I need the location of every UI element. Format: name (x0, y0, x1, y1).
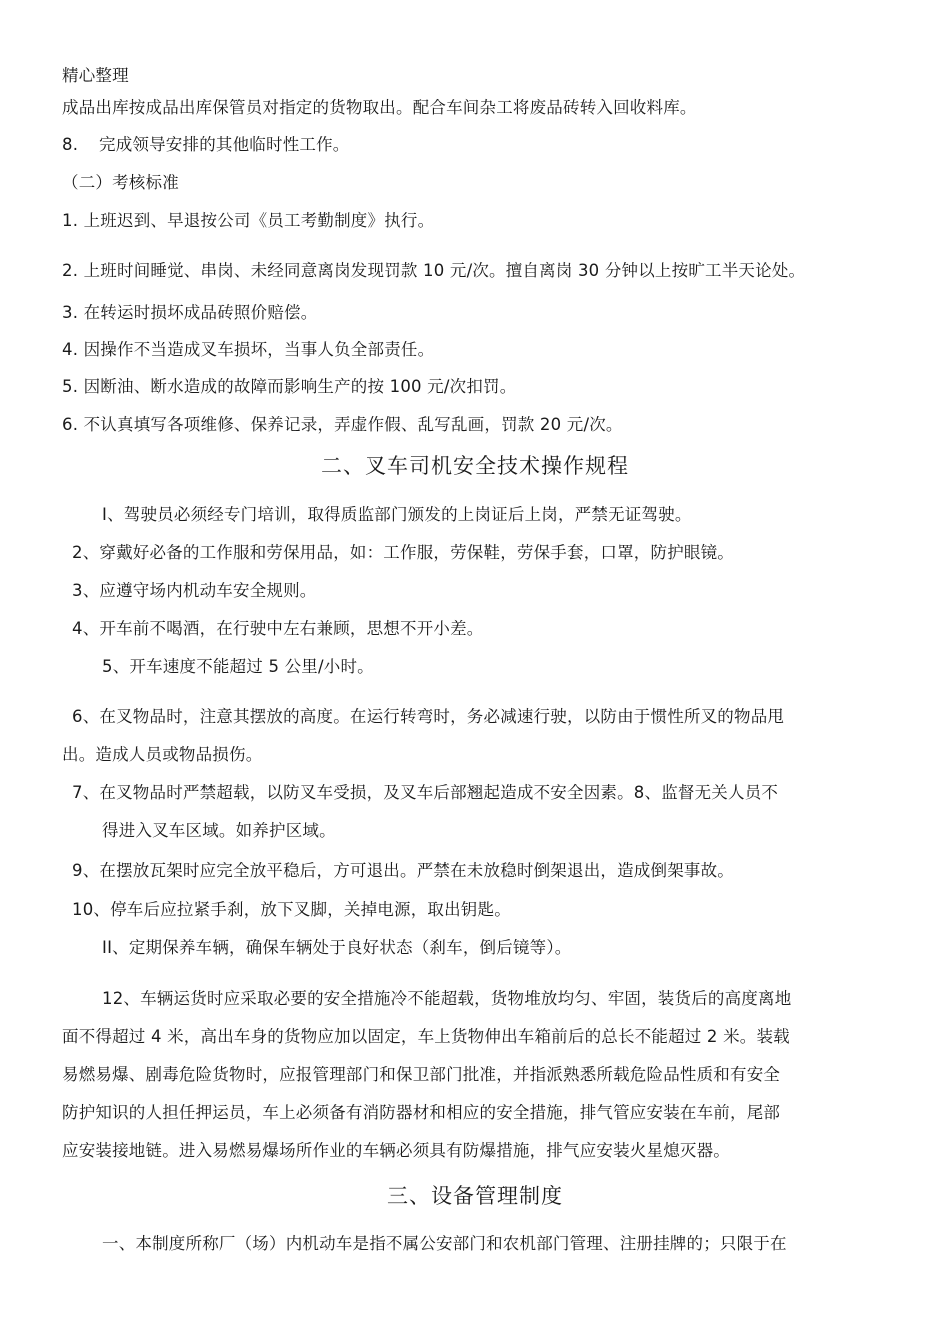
item-8-number: 8. (62, 135, 79, 154)
criteria-item: 5. 因断油、断水造成的故障而影响生产的按 100 元/次扣罚。 (62, 377, 517, 396)
rule-line: 3、应遵守场内机动车安全规则。 (72, 581, 317, 600)
criteria-item: 1. 上班迟到、早退按公司《员工考勤制度》执行。 (62, 211, 435, 230)
section-3-title: 三、设备管理制度 (387, 1184, 563, 1208)
criteria-item: 2. 上班时间睡觉、串岗、未经同意离岗发现罚款 10 元/次。擅自离岗 30 分钟以上按旷工半天论处。 (62, 261, 806, 280)
header-note: 精心整理 (62, 66, 129, 85)
rule-line: 面不得超过 4 米，高出车身的货物应加以固定，车上货物伸出车箱前后的总长不能超过 2 米。装载 (62, 1027, 790, 1046)
section-2-title: 二、叉车司机安全技术操作规程 (321, 454, 629, 478)
criteria-item: 3. 在转运时损坏成品砖照价赔偿。 (62, 303, 318, 322)
rule-line: 4、开车前不喝酒，在行驶中左右兼顾，思想不开小差。 (72, 619, 484, 638)
rule-line: I、驾驶员必须经专门培训，取得质监部门颁发的上岗证后上岗，严禁无证驾驶。 (102, 505, 692, 524)
rule-line: 防护知识的人担任押运员，车上必须备有消防器材和相应的安全措施，排气管应安装在车前，尾部 (62, 1103, 781, 1122)
rule-line: 6、在叉物品时，注意其摆放的高度。在运行转弯时，务必减速行驶，以防由于惯性所叉的物品甩 (72, 707, 785, 726)
rule-line: 出。造成人员或物品损伤。 (62, 745, 263, 764)
criteria-item: 6. 不认真填写各项维修、保养记录，弄虚作假、乱写乱画，罚款 20 元/次。 (62, 415, 623, 434)
rule-line: 一、本制度所称厂（场）内机动车是指不属公安部门和农机部门管理、注册挂牌的；只限于在 (102, 1234, 787, 1253)
rule-line: 12、车辆运货时应采取必要的安全措施冷不能超载，货物堆放均匀、牢固，装货后的高度离地 (102, 989, 792, 1008)
rule-line: 7、在叉物品时严禁超载，以防叉车受损，及叉车后部翘起造成不安全因素。8、监督无关人员不 (72, 783, 779, 802)
item-8 (62, 134, 350, 156)
rule-line: 10、停车后应拉紧手刹，放下叉脚，关掉电源，取出钥匙。 (72, 900, 511, 919)
criteria-item: 4. 因操作不当造成叉车损坏，当事人负全部责任。 (62, 340, 435, 359)
sub-heading: （二）考核标准 (62, 173, 179, 192)
rule-line: 2、穿戴好必备的工作服和劳保用品，如：工作服，劳保鞋，劳保手套，口罩，防护眼镜。 (72, 543, 734, 562)
continued-paragraph: 成品出库按成品出库保管员对指定的货物取出。配合车间杂工将废品砖转入回收料库。 (62, 98, 697, 117)
rule-line: 得进入叉车区域。如养护区域。 (102, 821, 336, 840)
rule-line: 易燃易爆、剧毒危险货物时，应报管理部门和保卫部门批准，并指派熟悉所载危险品性质和有安全 (62, 1065, 781, 1084)
rule-line: 应安装接地链。进入易燃易爆场所作业的车辆必须具有防爆措施，排气应安装火星熄灭器。 (62, 1141, 730, 1160)
item-8-text: 完成领导安排的其他临时性工作。 (99, 135, 350, 154)
rule-line: II、定期保养车辆，确保车辆处于良好状态（刹车，倒后镜等）。 (102, 938, 572, 957)
rule-line: 9、在摆放瓦架时应完全放平稳后，方可退出。严禁在未放稳时倒架退出，造成倒架事故。 (72, 861, 734, 880)
rule-line: 5、开车速度不能超过 5 公里/小时。 (102, 657, 374, 676)
